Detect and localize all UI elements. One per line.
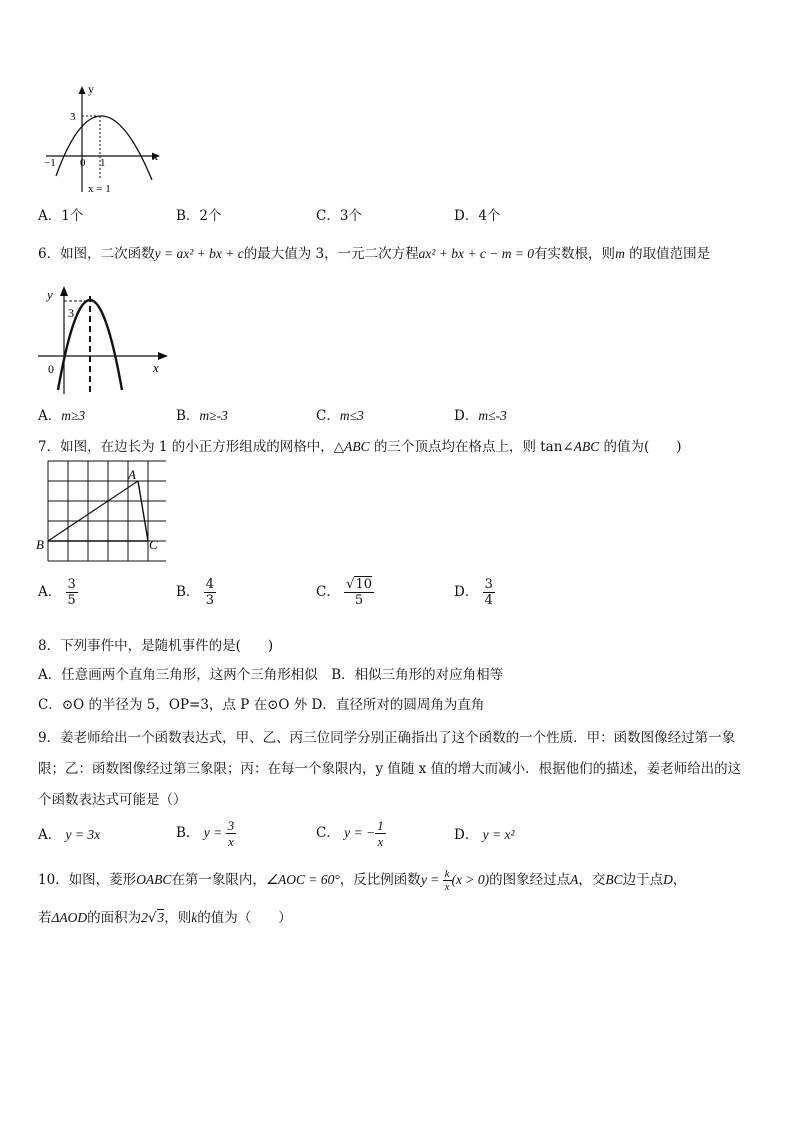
formula: k bbox=[191, 910, 198, 925]
question-number: 10． bbox=[38, 872, 69, 888]
q9-stem-line1: 9．姜老师给出一个函数表达式，甲、乙、丙三位同学分别正确指出了这个函数的一个性质．甲：函数图像经过第一象 bbox=[38, 730, 736, 746]
stem-text: 的图象经过点 bbox=[489, 872, 571, 888]
q5-option-b bbox=[176, 207, 222, 225]
q7-option-d bbox=[454, 577, 495, 608]
tick-3: 3 bbox=[70, 111, 76, 123]
option-letter: B． bbox=[176, 408, 200, 424]
q8-options-line1: A．任意画两个直角三角形，这两个三角形相似 B．相似三角形的对应角相等 bbox=[38, 667, 504, 683]
fraction bbox=[204, 577, 216, 608]
formula: ∠AOC = 60° bbox=[265, 872, 340, 887]
q9-stem-line2: 限；乙：函数图像经过第三象限；丙：在每一个象限内，y 值随 x 值的增大而减小．根据他们的描述，姜老师给出的这 bbox=[38, 761, 742, 777]
option-letter: D． bbox=[454, 584, 479, 600]
option-letter: A． bbox=[38, 208, 62, 224]
q6-option-b bbox=[176, 407, 228, 425]
stem-text: ，交 bbox=[578, 872, 606, 888]
q8-options-line2: C．⊙O 的半径为 5，OP=3，点 P 在⊙O 外 D．直径所对的圆周角为直角 bbox=[38, 697, 485, 713]
stem-text: ， bbox=[672, 872, 687, 888]
option-formula: y = x² bbox=[482, 827, 515, 842]
option-text: 3个 bbox=[339, 208, 362, 224]
denominator: 5 bbox=[344, 592, 374, 608]
option-letter: D． bbox=[454, 208, 479, 224]
stem-text: 在第一象限内， bbox=[171, 872, 266, 888]
axis-equation: x = 1 bbox=[88, 183, 111, 195]
fraction bbox=[443, 868, 452, 893]
tick-1: 1 bbox=[100, 157, 106, 169]
q5-parabola-figure bbox=[38, 80, 168, 198]
y-axis-arrow bbox=[60, 286, 68, 296]
denominator: x bbox=[226, 833, 237, 849]
formula: ABC bbox=[573, 439, 600, 454]
stem-text: 有实数根，则 bbox=[534, 246, 616, 262]
option-letter: B． bbox=[176, 825, 200, 841]
q7-grid-figure bbox=[36, 460, 166, 566]
q6-parabola-figure bbox=[36, 282, 176, 397]
formula: ΔAOD bbox=[51, 910, 88, 925]
denominator: 5 bbox=[67, 593, 76, 608]
x-label: x bbox=[153, 360, 159, 375]
denominator: x bbox=[444, 881, 450, 893]
q7-option-b bbox=[176, 577, 216, 608]
numerator: 1 bbox=[377, 818, 384, 833]
formula: ax² + bx + c − m = 0 bbox=[418, 246, 535, 261]
q9-stem-line3: 个函数表达式可能是（） bbox=[38, 792, 187, 808]
option-letter: D． bbox=[454, 408, 479, 424]
y-label: y bbox=[47, 287, 53, 302]
stem-text: ，则 bbox=[164, 910, 192, 926]
q6-option-d bbox=[454, 407, 507, 425]
origin-label: 0 bbox=[80, 157, 86, 169]
radicand: 3 bbox=[157, 910, 165, 925]
stem-text: 若 bbox=[38, 910, 52, 926]
fraction bbox=[226, 818, 237, 849]
stem-text: 的值为（ ） bbox=[197, 910, 292, 926]
radicand: 10 bbox=[355, 577, 372, 592]
option-letter: A． bbox=[38, 408, 62, 424]
q8-stem: 8．下列事件中，是随机事件的是( ) bbox=[38, 638, 274, 654]
stem-text: 的三个顶点均在格点上，则 tan∠ bbox=[369, 439, 574, 455]
segment-ab bbox=[48, 481, 138, 541]
q10-stem-line1 bbox=[38, 868, 686, 893]
numerator: 4 bbox=[205, 577, 214, 592]
x-axis-arrow bbox=[158, 352, 168, 360]
y-label: y bbox=[88, 82, 94, 96]
segment-ac bbox=[138, 481, 148, 541]
q5-option-c bbox=[316, 207, 362, 225]
q6-option-a bbox=[38, 407, 85, 425]
formula: BC bbox=[605, 872, 623, 887]
fraction bbox=[344, 577, 374, 608]
formula: D bbox=[663, 872, 673, 887]
q7-stem bbox=[38, 438, 682, 456]
vertex-b-label: B bbox=[36, 537, 44, 552]
fraction bbox=[483, 577, 495, 608]
stem-text: 如图，菱形 bbox=[68, 872, 137, 888]
q10-stem-line2 bbox=[38, 909, 292, 927]
sqrt-sign: √ bbox=[147, 910, 157, 926]
q5-option-d bbox=[454, 207, 500, 225]
question-number: 6． bbox=[38, 246, 61, 262]
option-letter: B． bbox=[176, 208, 200, 224]
fraction bbox=[66, 577, 78, 608]
q6-option-c bbox=[316, 407, 364, 425]
option-text: m≤3 bbox=[339, 408, 364, 423]
numerator: 3 bbox=[227, 818, 235, 833]
tick-neg1: −1 bbox=[44, 157, 56, 169]
option-letter: A． bbox=[38, 584, 62, 600]
option-letter: D． bbox=[454, 827, 479, 843]
q9-option-b bbox=[176, 818, 236, 849]
vertex-c-label: C bbox=[149, 537, 158, 552]
stem-text: ，反比例函数 bbox=[339, 872, 421, 888]
q7-option-a bbox=[38, 577, 78, 608]
stem-text: 的值为( ) bbox=[599, 439, 682, 455]
stem-text: 的面积为 bbox=[87, 910, 142, 926]
option-letter: C． bbox=[316, 408, 340, 424]
q9-option-d bbox=[454, 826, 515, 844]
option-letter: C． bbox=[316, 208, 340, 224]
formula: OABC bbox=[136, 872, 172, 887]
tick-3: 3 bbox=[68, 306, 74, 320]
stem-text: 边于点 bbox=[622, 872, 664, 888]
formula: A bbox=[570, 872, 579, 887]
option-formula: y = bbox=[203, 825, 226, 840]
vertex-a-label: A bbox=[128, 467, 136, 482]
option-text: 4个 bbox=[478, 208, 501, 224]
option-text: m≥3 bbox=[61, 408, 86, 423]
numerator: 3 bbox=[67, 577, 76, 592]
formula: (x > 0) bbox=[451, 872, 490, 887]
numerator-sqrt: √10 bbox=[346, 577, 372, 592]
stem-text: 如图，在边长为 1 的小正方形组成的网格中，△ bbox=[60, 439, 345, 455]
stem-text: 的最大值为 3，一元二次方程 bbox=[243, 246, 419, 262]
y-axis-arrow bbox=[79, 86, 86, 94]
origin-label: 0 bbox=[48, 362, 54, 376]
option-text: m≤-3 bbox=[478, 408, 507, 423]
option-letter: C． bbox=[316, 584, 340, 600]
formula: y = ax² + bx + c bbox=[154, 246, 244, 261]
formula: ABC bbox=[344, 439, 370, 454]
formula: m bbox=[615, 246, 625, 261]
parabola-curve bbox=[56, 116, 152, 180]
question-number: 7． bbox=[38, 439, 61, 455]
stem-text: 的取值范围是 bbox=[624, 246, 711, 262]
numerator: 3 bbox=[484, 577, 493, 592]
q9-option-a bbox=[38, 826, 100, 844]
formula: y = bbox=[420, 872, 443, 887]
option-text: m≥-3 bbox=[199, 408, 228, 423]
q7-option-c bbox=[316, 577, 374, 608]
q9-option-c bbox=[316, 818, 386, 849]
formula: 2 bbox=[141, 910, 148, 925]
option-letter: B． bbox=[176, 584, 200, 600]
x-label: x bbox=[152, 149, 158, 163]
option-formula: y = 3x bbox=[65, 827, 101, 842]
denominator: 3 bbox=[205, 593, 214, 608]
option-letter: A． bbox=[38, 827, 62, 843]
numerator: k bbox=[444, 868, 450, 880]
option-formula: y = − bbox=[344, 825, 376, 840]
stem-text: 如图，二次函数 bbox=[60, 246, 155, 262]
option-text: 1个 bbox=[61, 208, 84, 224]
option-letter: C． bbox=[316, 825, 340, 841]
denominator: 4 bbox=[484, 593, 493, 608]
q6-stem bbox=[38, 245, 710, 263]
fraction bbox=[375, 818, 386, 849]
denominator: x bbox=[375, 833, 386, 849]
q5-option-a bbox=[38, 207, 83, 225]
option-text: 2个 bbox=[199, 208, 222, 224]
